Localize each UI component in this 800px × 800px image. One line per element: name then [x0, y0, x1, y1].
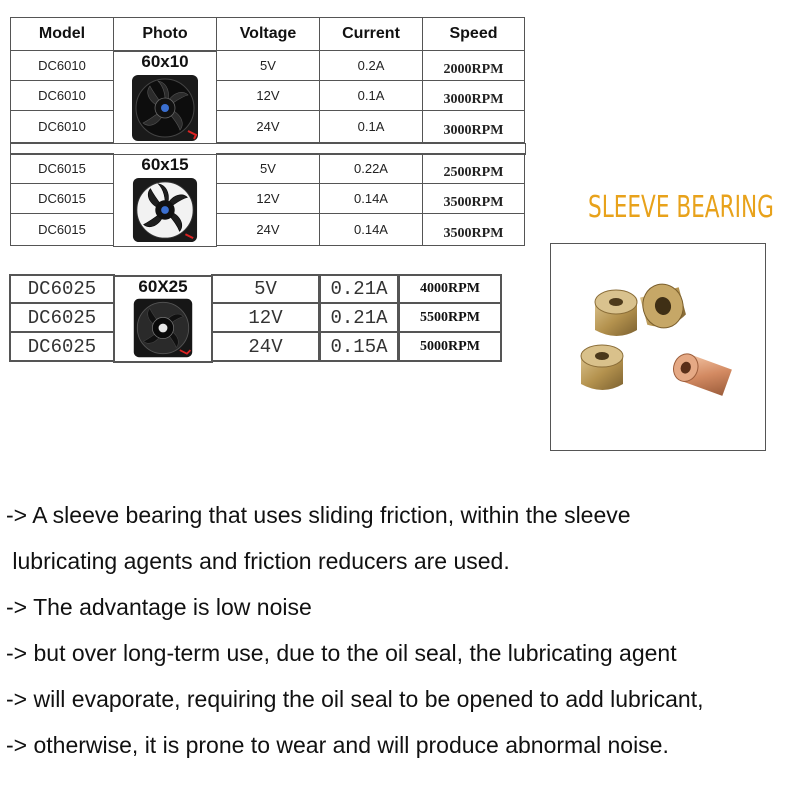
speed-cell: 3500RPM	[422, 213, 525, 246]
sleeve-bearings-photo-icon	[551, 244, 765, 450]
current-cell: 0.14A	[319, 213, 423, 246]
speed-cell: 5000RPM	[398, 331, 502, 362]
speed-cell: 4000RPM	[398, 274, 502, 304]
model-cell: DC6010	[10, 80, 114, 111]
model-cell: DC6015	[10, 153, 114, 184]
description-block	[6, 498, 796, 774]
model-cell: DC6010	[10, 50, 114, 81]
voltage-cell: 12V	[211, 302, 320, 333]
fan-size-label: 60x15	[141, 155, 189, 174]
voltage-cell: 5V	[211, 274, 320, 304]
description-line: -> but over long-term use, due to the oil seal, the lubricating agent	[6, 640, 677, 666]
cooling-fan-icon	[131, 176, 199, 244]
fan-photo-cell	[113, 154, 217, 247]
table-row	[10, 111, 525, 144]
sleeve-bearing-title: SLEEVE BEARING	[588, 190, 774, 225]
voltage-cell: 5V	[216, 153, 320, 184]
voltage-cell: 24V	[216, 213, 320, 246]
table-header	[10, 18, 525, 52]
description-line: -> The advantage is low noise	[6, 594, 312, 620]
model-cell: DC6010	[10, 110, 114, 143]
sleeve-bearing-photo-frame	[550, 243, 766, 451]
current-cell: 0.15A	[319, 331, 399, 362]
current-cell: 0.21A	[319, 274, 399, 304]
speed-cell: 3000RPM	[422, 80, 525, 111]
voltage-cell: 24V	[211, 331, 320, 362]
table-row	[10, 214, 525, 247]
current-cell: 0.22A	[319, 153, 423, 184]
header-voltage: Voltage	[216, 17, 320, 51]
current-cell: 0.1A	[319, 110, 423, 143]
cooling-fan-icon	[132, 297, 194, 359]
table-row	[10, 51, 525, 82]
voltage-cell: 12V	[216, 80, 320, 111]
description-line: -> will evaporate, requiring the oil seal to be opened to add lubricant,	[6, 686, 704, 712]
model-cell: DC6015	[10, 183, 114, 214]
speed-cell: 2000RPM	[422, 50, 525, 81]
fan-size-label: 60X25	[138, 277, 188, 296]
current-cell: 0.14A	[319, 183, 423, 214]
speed-cell: 2500RPM	[422, 153, 525, 184]
speed-cell: 3000RPM	[422, 110, 525, 143]
current-cell: 0.21A	[319, 302, 399, 333]
model-cell: DC6025	[9, 331, 115, 362]
model-cell: DC6025	[9, 274, 115, 304]
header-model: Model	[10, 17, 114, 51]
fan-photo-cell	[113, 275, 213, 363]
speed-cell: 3500RPM	[422, 183, 525, 214]
cooling-fan-icon	[130, 73, 200, 143]
description-line: lubricating agents and friction reducers are used.	[6, 548, 510, 574]
current-cell: 0.1A	[319, 80, 423, 111]
table-row	[9, 332, 502, 363]
table-row	[10, 184, 525, 215]
model-cell: DC6025	[9, 302, 115, 333]
header-photo: Photo	[113, 17, 217, 51]
fan-photo-cell	[113, 51, 217, 144]
table-row	[10, 81, 525, 112]
description-line: -> A sleeve bearing that uses sliding friction, within the sleeve	[6, 502, 631, 528]
table-row	[9, 275, 502, 305]
description-line: -> otherwise, it is prone to wear and will produce abnormal noise.	[6, 732, 669, 758]
header-speed: Speed	[422, 17, 525, 51]
table-row	[10, 154, 525, 185]
voltage-cell: 5V	[216, 50, 320, 81]
table-row	[9, 303, 502, 334]
model-cell: DC6015	[10, 213, 114, 246]
fan-size-label: 60x10	[141, 52, 189, 71]
speed-cell: 5500RPM	[398, 302, 502, 333]
current-cell: 0.2A	[319, 50, 423, 81]
header-current: Current	[319, 17, 423, 51]
voltage-cell: 24V	[216, 110, 320, 143]
voltage-cell: 12V	[216, 183, 320, 214]
